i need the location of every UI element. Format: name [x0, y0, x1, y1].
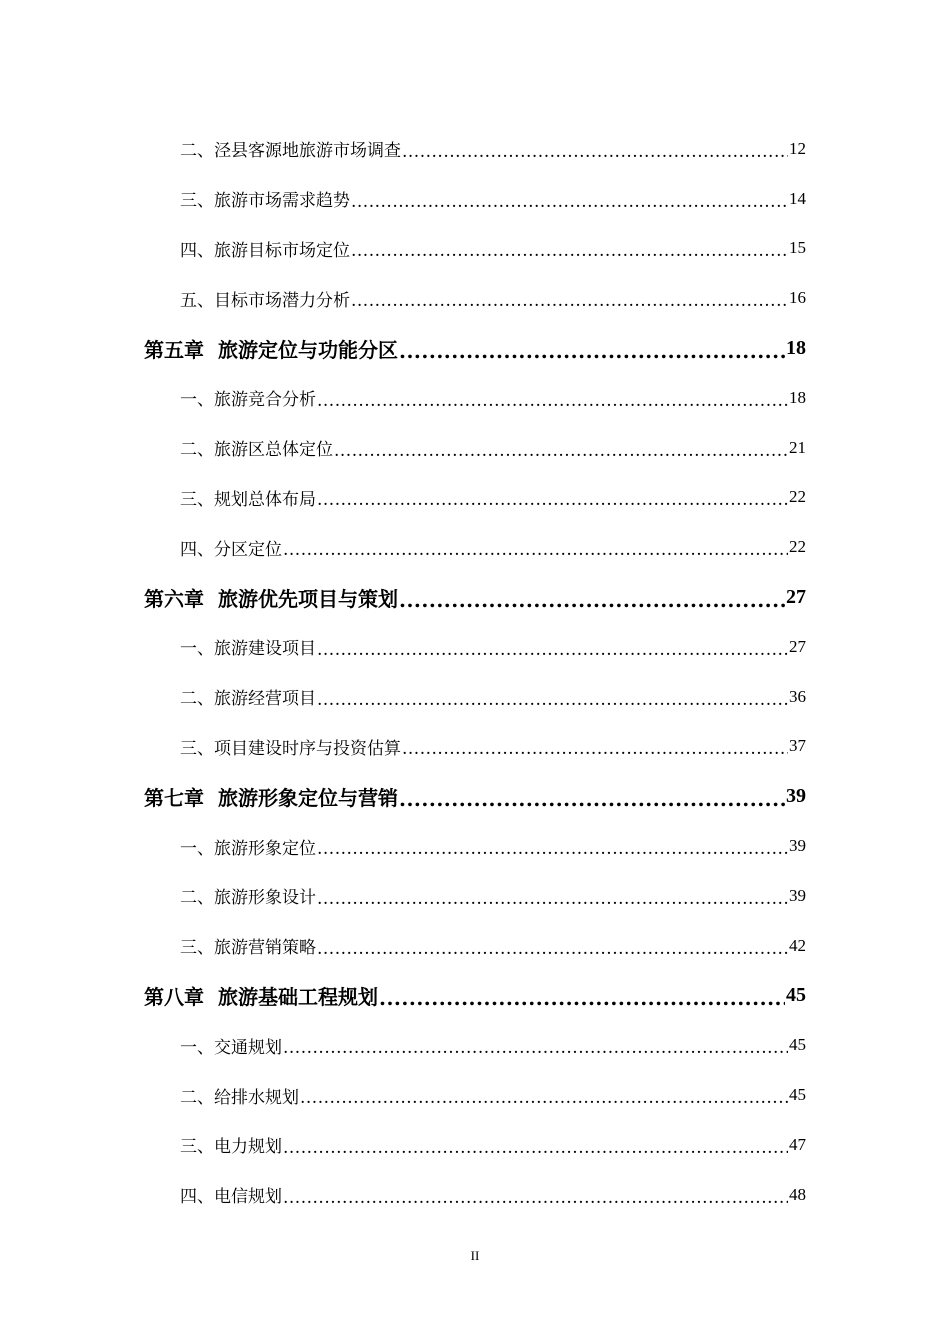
toc-entry-page: 21 — [789, 437, 806, 457]
toc-entry-text: 旅游经营项目 — [214, 689, 316, 710]
toc-entry-title — [180, 485, 316, 510]
toc-entry-section[interactable] — [0, 124, 950, 174]
toc-entry-title — [180, 236, 350, 261]
toc-chapter-number: 第六章 — [144, 586, 204, 611]
toc-entry-title — [180, 634, 316, 659]
toc-entry-section[interactable] — [0, 622, 950, 672]
toc-entry-text: 电信规划 — [214, 1187, 282, 1208]
toc-entry-title — [180, 883, 316, 908]
toc-entry-page: 39 — [786, 784, 806, 807]
toc-dot-leader — [402, 739, 788, 759]
toc-entry-page: 39 — [789, 885, 806, 905]
toc-entry-page: 12 — [789, 138, 806, 158]
toc-entry-section[interactable] — [0, 672, 950, 722]
toc-dot-leader — [283, 1188, 788, 1208]
toc-entry-number: 二、 — [180, 440, 214, 461]
toc-entry-text: 旅游区总体定位 — [214, 440, 333, 461]
toc-entry-page: 45 — [789, 1085, 806, 1105]
toc-entry-text: 旅游目标市场定位 — [214, 240, 350, 261]
toc-entry-chapter[interactable] — [0, 323, 950, 373]
toc-entry-chapter[interactable] — [0, 572, 950, 622]
toc-entry-page: 48 — [789, 1184, 806, 1204]
toc-dot-leader — [399, 787, 785, 811]
toc-entry-number: 三、 — [180, 191, 214, 212]
toc-entry-text: 项目建设时序与投资估算 — [214, 738, 401, 759]
toc-entry-text: 旅游形象定位与营销 — [218, 785, 398, 810]
toc-entry-title — [180, 186, 350, 211]
toc-dot-leader — [300, 1088, 788, 1108]
toc-chapter-number: 第八章 — [144, 984, 204, 1009]
toc-entry-number: 三、 — [180, 489, 214, 510]
toc-entry-number: 二、 — [180, 1087, 214, 1108]
toc-entry-text: 旅游优先项目与策划 — [218, 586, 398, 611]
toc-entry-section[interactable] — [0, 522, 950, 572]
toc-entry-number: 二、 — [180, 141, 214, 162]
toc-entry-page: 39 — [789, 836, 806, 856]
toc-entry-number: 五、 — [180, 290, 214, 311]
toc-entry-page: 37 — [789, 736, 806, 756]
toc-entry-section[interactable] — [0, 373, 950, 423]
toc-dot-leader — [283, 540, 788, 560]
toc-entry-title — [180, 1182, 282, 1207]
toc-entry-section[interactable] — [0, 871, 950, 921]
toc-chapter-number: 第五章 — [144, 337, 204, 362]
toc-entry-number: 四、 — [180, 1187, 214, 1208]
toc-chapter-number: 第七章 — [144, 785, 204, 810]
toc-entry-title — [180, 1083, 299, 1108]
toc-entry-page: 22 — [789, 537, 806, 557]
toc-entry-text: 电力规划 — [214, 1137, 282, 1158]
toc-dot-leader — [351, 291, 788, 311]
toc-entry-section[interactable] — [0, 1070, 950, 1120]
toc-entry-number: 二、 — [180, 888, 214, 909]
toc-entry-section[interactable] — [0, 821, 950, 871]
toc-entry-title — [180, 286, 350, 311]
toc-entry-page: 45 — [786, 983, 806, 1006]
toc-dot-leader — [317, 690, 788, 710]
toc-entry-text: 目标市场潜力分析 — [214, 290, 350, 311]
toc-entry-title — [180, 535, 282, 560]
toc-entry-page: 22 — [789, 487, 806, 507]
toc-entry-number: 三、 — [180, 938, 214, 959]
toc-entry-section[interactable] — [0, 921, 950, 971]
toc-entry-title — [144, 583, 398, 612]
toc-entry-title — [144, 782, 398, 811]
toc-entry-text: 交通规划 — [214, 1037, 282, 1058]
toc-dot-leader — [317, 889, 788, 909]
toc-entry-text: 旅游建设项目 — [214, 639, 316, 660]
table-of-contents — [0, 124, 950, 1220]
toc-entry-text: 旅游形象设计 — [214, 888, 316, 909]
toc-entry-page: 47 — [789, 1134, 806, 1154]
toc-dot-leader — [317, 640, 788, 660]
toc-dot-leader — [402, 142, 788, 162]
toc-entry-number: 一、 — [180, 838, 214, 859]
toc-dot-leader — [379, 986, 785, 1010]
toc-entry-section[interactable] — [0, 273, 950, 323]
toc-entry-title — [180, 136, 401, 161]
toc-entry-section[interactable] — [0, 473, 950, 523]
toc-entry-number: 一、 — [180, 390, 214, 411]
toc-dot-leader — [317, 490, 788, 510]
toc-entry-text: 旅游形象定位 — [214, 838, 316, 859]
toc-dot-leader — [283, 1038, 788, 1058]
toc-entry-text: 旅游市场需求趋势 — [214, 191, 350, 212]
toc-entry-text: 泾县客源地旅游市场调查 — [214, 141, 401, 162]
toc-entry-number: 一、 — [180, 639, 214, 660]
toc-entry-text: 旅游定位与功能分区 — [218, 337, 398, 362]
toc-entry-chapter[interactable] — [0, 771, 950, 821]
toc-dot-leader — [399, 339, 785, 363]
toc-entry-title — [180, 734, 401, 759]
toc-entry-text: 给排水规划 — [214, 1087, 299, 1108]
toc-dot-leader — [351, 241, 788, 261]
toc-entry-page: 15 — [789, 238, 806, 258]
toc-entry-chapter[interactable] — [0, 971, 950, 1021]
toc-entry-number: 二、 — [180, 689, 214, 710]
toc-entry-number: 四、 — [180, 539, 214, 560]
toc-entry-text: 分区定位 — [214, 539, 282, 560]
toc-entry-page: 18 — [786, 336, 806, 359]
toc-entry-page: 27 — [789, 636, 806, 656]
toc-entry-title — [180, 933, 316, 958]
toc-entry-page: 36 — [789, 686, 806, 706]
toc-entry-title — [180, 1132, 282, 1157]
toc-entry-number: 三、 — [180, 1137, 214, 1158]
toc-entry-title — [180, 1033, 282, 1058]
toc-entry-text: 旅游基础工程规划 — [218, 984, 378, 1009]
page-number: II — [470, 1248, 480, 1263]
toc-entry-number: 四、 — [180, 240, 214, 261]
toc-entry-page: 14 — [789, 188, 806, 208]
toc-entry-section[interactable] — [0, 1170, 950, 1220]
toc-entry-title — [180, 834, 316, 859]
toc-entry-title — [144, 981, 378, 1010]
toc-entry-title — [144, 334, 398, 363]
toc-entry-page: 27 — [786, 585, 806, 608]
toc-entry-page: 42 — [789, 935, 806, 955]
toc-entry-text: 旅游竞合分析 — [214, 390, 316, 411]
toc-dot-leader — [283, 1138, 788, 1158]
toc-entry-text: 规划总体布局 — [214, 489, 316, 510]
toc-dot-leader — [317, 839, 788, 859]
toc-entry-section[interactable] — [0, 423, 950, 473]
toc-entry-section[interactable] — [0, 224, 950, 274]
toc-entry-section[interactable] — [0, 174, 950, 224]
toc-entry-number: 三、 — [180, 738, 214, 759]
toc-entry-page: 16 — [789, 288, 806, 308]
toc-entry-section[interactable] — [0, 1020, 950, 1070]
toc-entry-page: 45 — [789, 1035, 806, 1055]
toc-entry-text: 旅游营销策略 — [214, 938, 316, 959]
toc-entry-section[interactable] — [0, 1120, 950, 1170]
toc-entry-number: 一、 — [180, 1037, 214, 1058]
toc-entry-section[interactable] — [0, 722, 950, 772]
toc-entry-title — [180, 435, 333, 460]
toc-dot-leader — [399, 588, 785, 612]
toc-entry-title — [180, 684, 316, 709]
toc-dot-leader — [351, 192, 788, 212]
toc-dot-leader — [317, 391, 788, 411]
toc-dot-leader — [317, 939, 788, 959]
toc-entry-page: 18 — [789, 387, 806, 407]
toc-dot-leader — [334, 441, 788, 461]
toc-entry-title — [180, 385, 316, 410]
